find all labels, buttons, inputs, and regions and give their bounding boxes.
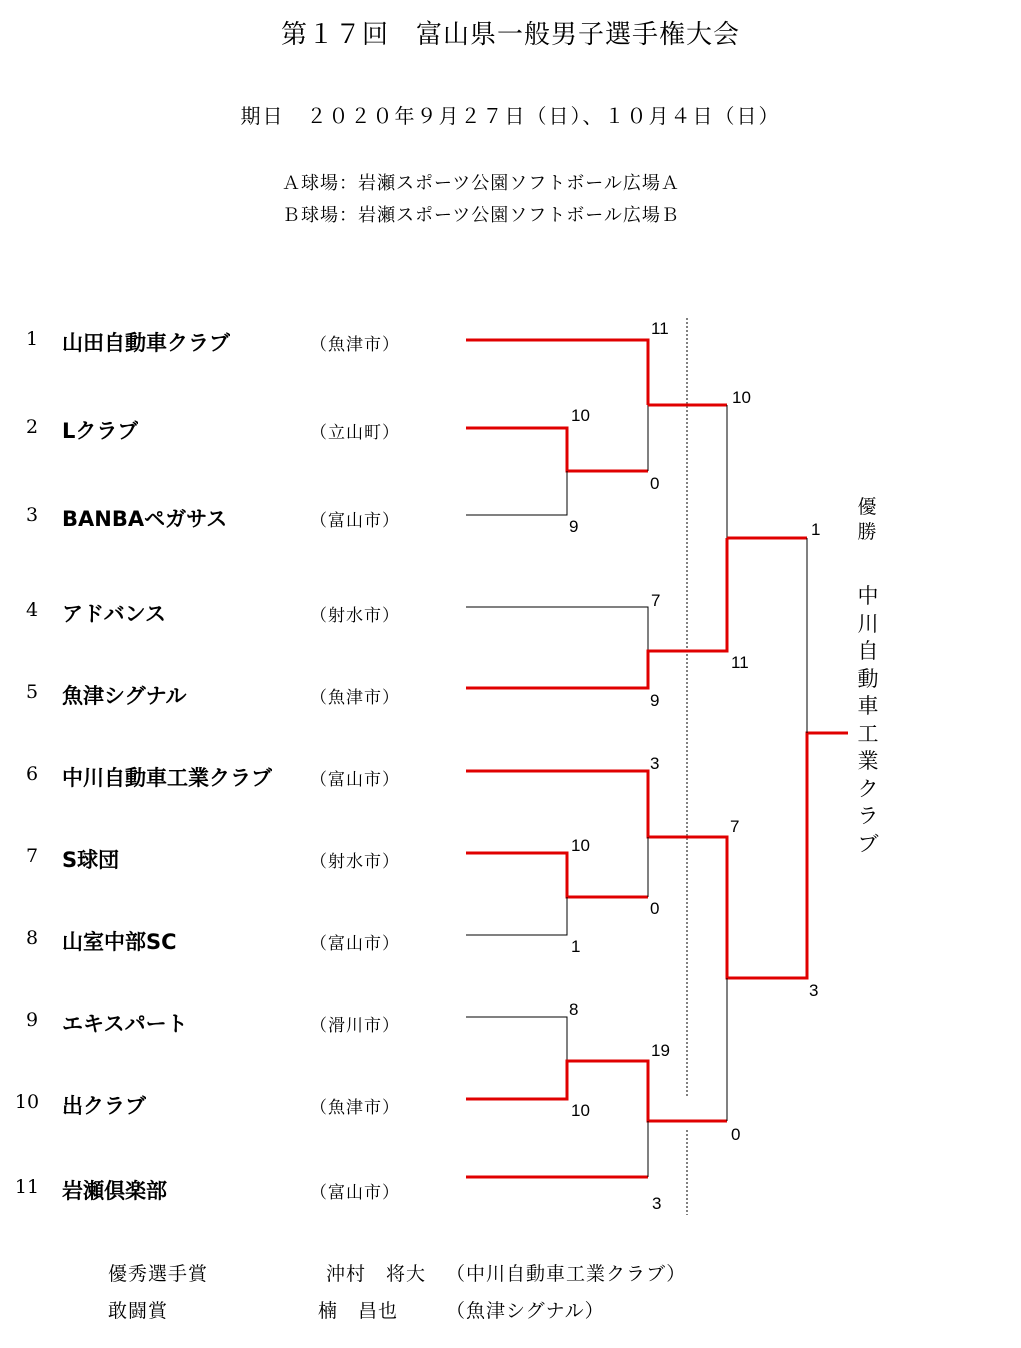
bracket-line-win (466, 428, 648, 471)
award-label: 敢闘賞 (108, 1300, 169, 1322)
team-city: （滑川市） (310, 1016, 400, 1036)
team-name: BANBAペガサス (62, 507, 228, 531)
team-name: アドバンス (62, 602, 166, 626)
team-city: （射水市） (310, 606, 400, 626)
seed-number: 8 (25, 927, 39, 949)
bracket-line-win (466, 853, 648, 897)
bracket-line (466, 471, 567, 515)
score: 3 (652, 1194, 662, 1213)
bracket-line (466, 607, 648, 651)
team-city: （富山市） (310, 1183, 400, 1203)
team-city: （魚津市） (310, 1098, 400, 1118)
seed-number: 7 (25, 845, 39, 867)
venue-a: Ａ球場：岩瀬スポーツ公園ソフトボール広場Ａ (282, 173, 680, 194)
winner-label: 優勝 (857, 496, 877, 543)
team-name: 岩瀬倶楽部 (62, 1179, 167, 1203)
team-city: （富山市） (310, 770, 400, 790)
seed-number: 6 (25, 763, 39, 785)
score: 11 (731, 653, 749, 672)
seed-number: 4 (25, 599, 39, 621)
team-city: （射水市） (310, 852, 400, 872)
team-name: 中川自動車工業クラブ (62, 766, 272, 790)
score: 3 (809, 981, 819, 1000)
seed-number: 1 (25, 328, 39, 350)
seed-number: 2 (25, 416, 39, 438)
bracket-line-win (466, 538, 727, 688)
team-city: （富山市） (310, 934, 400, 954)
award-team: （魚津シグナル） (446, 1300, 605, 1322)
champion-team: 中川自動車工業クラブ (857, 584, 879, 856)
event-dates: 期日 ２０２０年９月２７日（日）、１０月４日（日） (240, 104, 781, 128)
score: 0 (650, 474, 660, 493)
bracket-line (466, 1017, 567, 1061)
award-player: 沖村 将大 (326, 1263, 427, 1285)
score: 0 (650, 899, 660, 918)
team-name: 山田自動車クラブ (62, 331, 230, 355)
score: 1 (571, 937, 581, 956)
award-label: 優秀選手賞 (108, 1263, 209, 1285)
score: 9 (650, 691, 660, 710)
score: 9 (569, 517, 579, 536)
score: 19 (651, 1041, 670, 1060)
score: 3 (650, 754, 660, 773)
score: 1 (811, 520, 821, 539)
award-team: （中川自動車工業クラブ） (446, 1263, 687, 1285)
score: 7 (730, 817, 740, 836)
team-city: （魚津市） (310, 335, 400, 355)
score: 10 (732, 388, 751, 407)
award-player: 楠 昌也 (318, 1300, 399, 1322)
team-name: 出クラブ (62, 1094, 146, 1118)
seed-number: 11 (14, 1176, 40, 1198)
score: 10 (571, 406, 590, 425)
page-title: 第１７回 富山県一般男子選手権大会 (280, 20, 740, 50)
seed-number: 9 (25, 1009, 39, 1031)
score: 8 (569, 1000, 579, 1019)
team-name: Lクラブ (62, 419, 139, 443)
team-name: S球団 (62, 848, 120, 872)
seed-number: 10 (14, 1091, 40, 1113)
team-city: （富山市） (310, 511, 400, 531)
seed-number: 3 (25, 504, 39, 526)
team-city: （魚津市） (310, 688, 400, 708)
score: 10 (571, 836, 590, 855)
venue-b: Ｂ球場：岩瀬スポーツ公園ソフトボール広場Ｂ (282, 205, 680, 226)
score: 11 (651, 319, 669, 338)
team-city: （立山町） (310, 423, 400, 443)
team-name: エキスパート (62, 1012, 188, 1036)
score: 10 (571, 1101, 590, 1120)
team-name: 魚津シグナル (62, 684, 187, 708)
team-name: 山室中部SC (62, 930, 177, 954)
bracket-line-win (466, 1061, 727, 1121)
seed-number: 5 (25, 681, 39, 703)
bracket-line-win (466, 340, 648, 405)
score: 7 (651, 591, 661, 610)
score: 0 (731, 1125, 741, 1144)
bracket-line (466, 897, 567, 935)
